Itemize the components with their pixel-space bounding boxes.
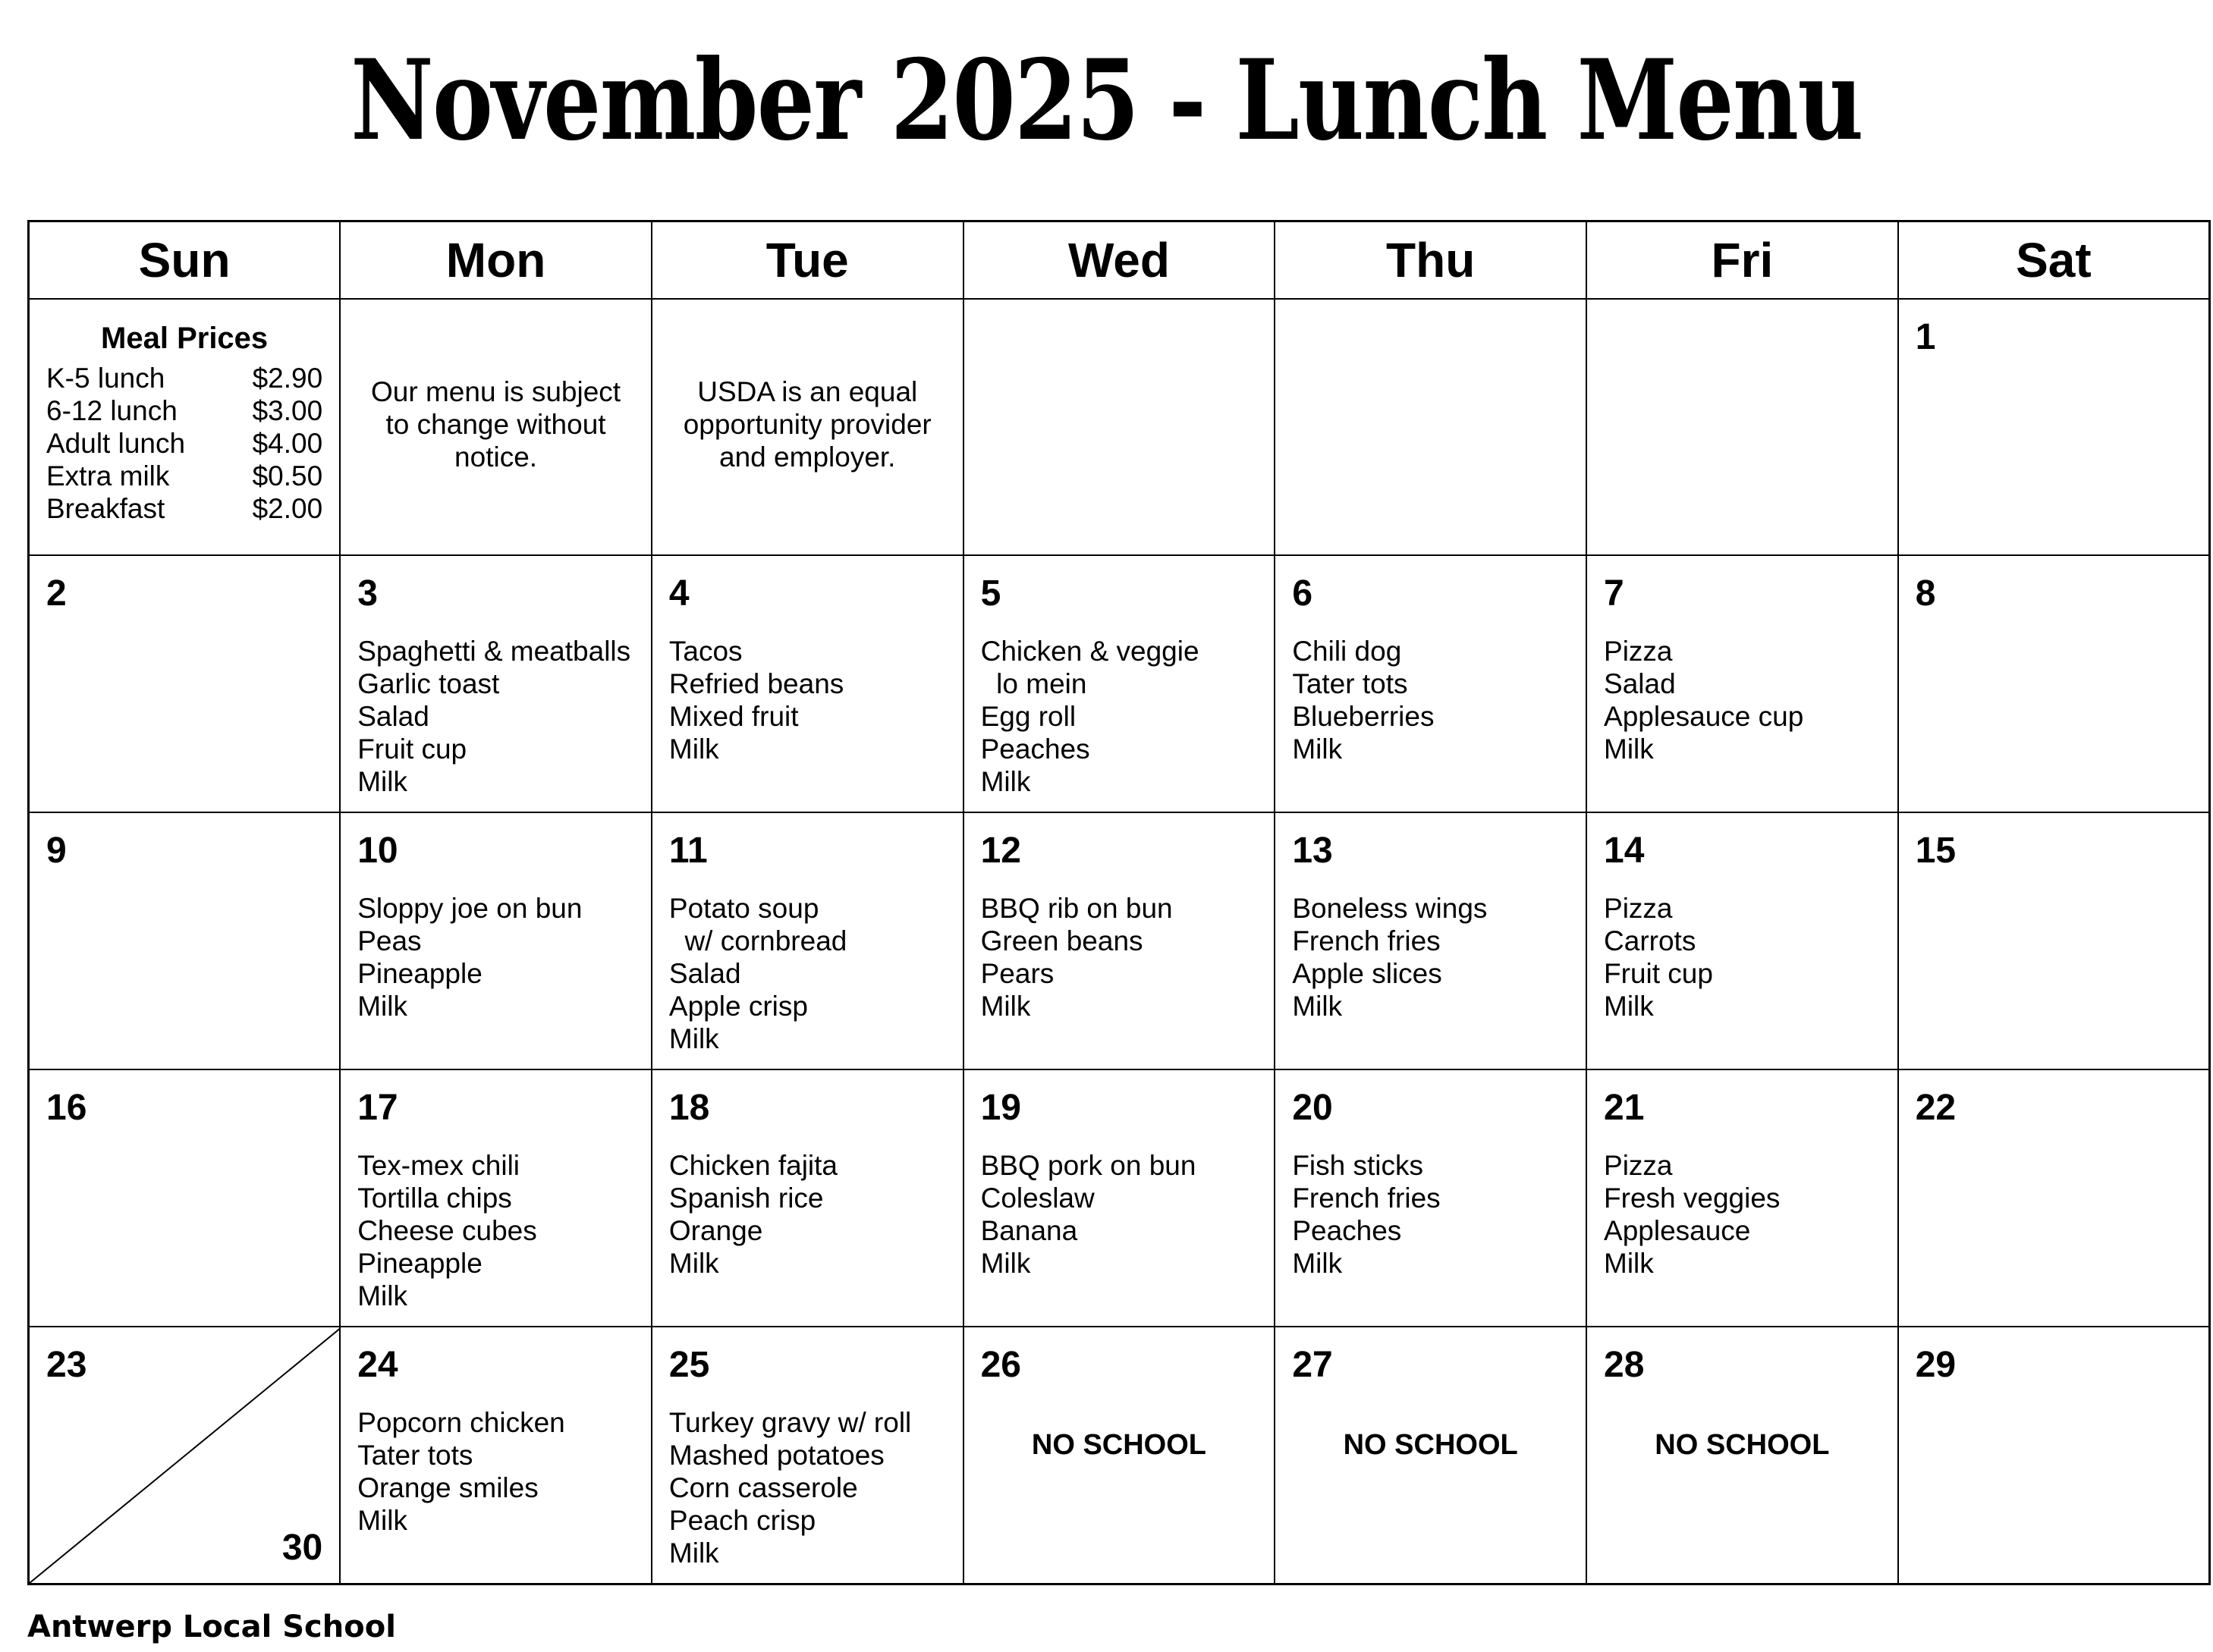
menu-items: Pizza Salad Applesauce cup Milk (1604, 636, 1804, 765)
day-cell (963, 1327, 1275, 1584)
day-number: 22 (1915, 1088, 1957, 1128)
weekday-header: Tue (652, 221, 963, 300)
usda-notice-cell (652, 299, 963, 555)
menu-change-notice: Our menu is subject to change without notice. (371, 376, 621, 473)
day-number: 18 (668, 1088, 710, 1128)
day-number: 12 (980, 831, 1021, 871)
day-cell (1898, 1327, 2210, 1584)
calendar-grid (27, 220, 2211, 1585)
meal-prices-heading: Meal Prices (101, 322, 269, 355)
day-number: 17 (357, 1088, 398, 1128)
menu-items: Chicken & veggie lo mein Egg roll Peaches Milk (980, 636, 1199, 797)
weekday-header: Wed (963, 221, 1275, 300)
day-number: 14 (1604, 831, 1645, 871)
week-row (29, 299, 2210, 555)
day-cell (652, 812, 963, 1069)
price-label: Adult lunch (46, 428, 186, 459)
menu-items: Tex-mex chili Tortilla chips Cheese cubes Pineapple Milk (357, 1150, 537, 1311)
day-cell (963, 555, 1275, 812)
weekday-header: Sun (29, 221, 341, 300)
day-number: 30 (281, 1528, 323, 1568)
page-title: November 2025 - Lunch Menu (350, 36, 1863, 165)
empty-day-cell (1586, 299, 1898, 555)
day-number: 19 (980, 1088, 1021, 1128)
day-cell (1586, 1327, 1898, 1584)
week-row (29, 555, 2210, 812)
day-cell (340, 812, 652, 1069)
day-cell (652, 1069, 963, 1327)
day-cell (29, 1069, 341, 1327)
day-number: 11 (668, 831, 708, 871)
menu-items: Chicken fajita Spanish rice Orange Milk (668, 1150, 838, 1279)
day-number: 21 (1604, 1088, 1645, 1128)
day-number: 7 (1604, 573, 1624, 614)
day-number: 13 (1292, 831, 1333, 871)
menu-items: Popcorn chicken Tater tots Orange smiles Milk (357, 1407, 565, 1536)
day-cell (1586, 1069, 1898, 1327)
price-label: Extra milk (46, 460, 170, 492)
weekday-header: Mon (340, 221, 652, 300)
day-cell (1586, 555, 1898, 812)
price-row (46, 460, 322, 492)
price-row (46, 394, 322, 427)
day-cell (652, 1327, 963, 1584)
school-name-footer: Antwerp Local School (27, 1610, 396, 1644)
menu-items: Pizza Carrots Fruit cup Milk (1604, 893, 1713, 1022)
price-value: $2.00 (252, 493, 323, 524)
day-cell (1586, 812, 1898, 1069)
menu-items: Sloppy joe on bun Peas Pineapple Milk (357, 893, 583, 1022)
no-school-label: NO SCHOOL (1031, 1429, 1207, 1461)
day-cell (340, 1327, 652, 1584)
price-value: $0.50 (252, 460, 323, 492)
day-number: 5 (980, 573, 1001, 614)
meal-prices-cell (29, 299, 341, 555)
day-cell (1275, 1327, 1586, 1584)
split-day-cell (29, 1327, 341, 1584)
weekday-header: Sat (1898, 221, 2210, 300)
day-number: 10 (357, 831, 398, 871)
day-number: 27 (1292, 1345, 1333, 1385)
week-row (29, 1069, 2210, 1327)
price-value: $3.00 (252, 395, 323, 426)
empty-day-cell (1275, 299, 1586, 555)
menu-items: Pizza Fresh veggies Applesauce Milk (1604, 1150, 1781, 1279)
day-cell (652, 555, 963, 812)
day-cell (29, 555, 341, 812)
price-label: K-5 lunch (46, 363, 165, 394)
usda-notice: USDA is an equal opportunity provider and employer. (683, 376, 932, 473)
week-row (29, 1327, 2210, 1584)
day-number: 16 (46, 1088, 87, 1128)
day-cell (1898, 812, 2210, 1069)
day-number: 6 (1292, 573, 1313, 614)
day-cell (29, 812, 341, 1069)
weekday-header-row (29, 221, 2210, 300)
day-number: 26 (980, 1345, 1021, 1385)
empty-day-cell (963, 299, 1275, 555)
menu-items: BBQ pork on bun Coleslaw Banana Milk (980, 1150, 1196, 1279)
menu-items: BBQ rib on bun Green beans Pears Milk (980, 893, 1173, 1022)
price-row (46, 492, 322, 525)
week-row (29, 812, 2210, 1069)
day-number: 23 (46, 1345, 87, 1385)
day-number: 4 (668, 573, 690, 614)
day-number: 15 (1915, 831, 1957, 871)
day-cell (340, 555, 652, 812)
day-cell (1898, 555, 2210, 812)
price-value: $4.00 (252, 428, 323, 459)
day-number: 20 (1292, 1088, 1333, 1128)
weekday-header: Thu (1275, 221, 1586, 300)
menu-items: Chili dog Tater tots Blueberries Milk (1292, 636, 1435, 765)
day-number: 28 (1604, 1345, 1645, 1385)
menu-items: Turkey gravy w/ roll Mashed potatoes Corn casserole Peach crisp Milk (668, 1407, 912, 1569)
menu-items: Potato soup w/ cornbread Salad Apple crisp Milk (668, 893, 847, 1054)
price-row (46, 427, 322, 460)
day-number: 8 (1915, 573, 1936, 614)
day-cell (1275, 1069, 1586, 1327)
day-number: 24 (357, 1345, 398, 1385)
day-cell (1275, 555, 1586, 812)
no-school-label: NO SCHOOL (1343, 1429, 1518, 1461)
day-cell (963, 1069, 1275, 1327)
menu-items: Boneless wings French fries Apple slices Milk (1292, 893, 1488, 1022)
weekday-header: Fri (1586, 221, 1898, 300)
menu-items: Tacos Refried beans Mixed fruit Milk (668, 636, 844, 765)
day-cell (963, 812, 1275, 1069)
split-day-container (30, 1327, 339, 1583)
price-value: $2.90 (252, 363, 323, 394)
day-number: 29 (1915, 1345, 1957, 1385)
day-number: 3 (357, 573, 378, 614)
day-cell (340, 1069, 652, 1327)
price-row (46, 362, 322, 394)
day-number: 1 (1915, 317, 1936, 357)
day-cell (1275, 812, 1586, 1069)
price-label: 6-12 lunch (46, 395, 178, 426)
menu-items: Fish sticks French fries Peaches Milk (1292, 1150, 1441, 1279)
no-school-label: NO SCHOOL (1655, 1429, 1830, 1461)
day-cell (1898, 1069, 2210, 1327)
meal-prices-list (46, 362, 322, 525)
day-number: 2 (46, 573, 67, 614)
day-number: 25 (668, 1345, 710, 1385)
price-label: Breakfast (46, 493, 165, 524)
day-number: 9 (46, 831, 67, 871)
day-cell (1898, 299, 2210, 555)
menu-notice-cell (340, 299, 652, 555)
menu-items: Spaghetti & meatballs Garlic toast Salad Fruit cup Milk (357, 636, 631, 797)
